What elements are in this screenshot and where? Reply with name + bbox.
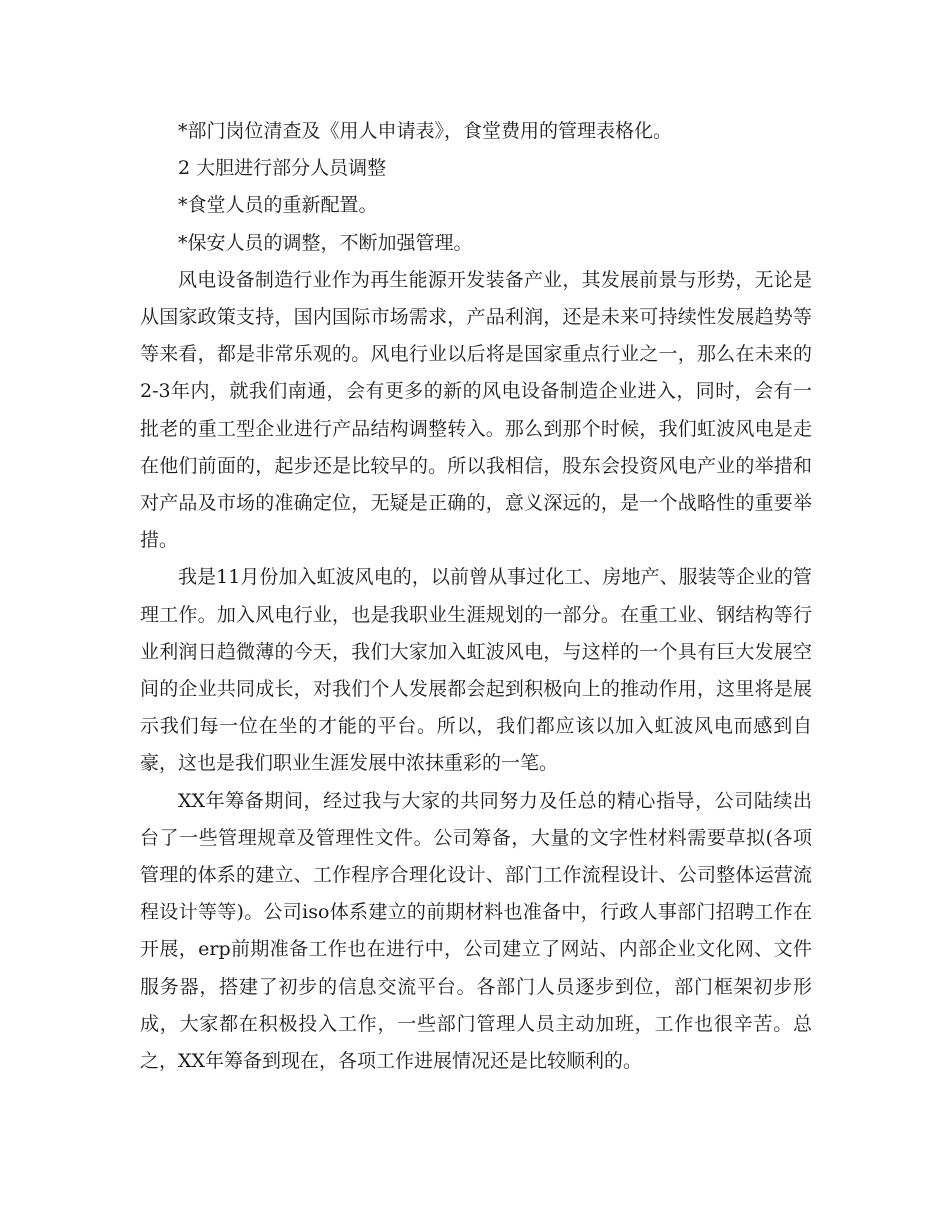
paragraph-industry-outlook: 风电设备制造行业作为再生能源开发装备产业，其发展前景与形势，无论是从国家政策支持，国内国际市场需求，产品利润，还是未来可持续性发展趋势等等来看，都是非常乐观的。风电行业以后将是国家重点行业之一，那么在未来的2-3年内，就我们南通，会有更多的新的风电设备制造企业进入，同时，会有一批老的重工型企业进行产品结构调整转入。那么到那个时候，我们虹波风电是走在他们前面的，起步还是比较早的。所以我相信，股东会投资风电产业的举措和对产品及市场的准确定位，无疑是正确的，意义深远的，是一个战略性的重要举措。 <box>140 268 812 552</box>
paragraph-personal-background: 我是11月份加入虹波风电的，以前曾从事过化工、房地产、服装等企业的管理工作。加入风电行业，也是我职业生涯规划的一部分。在重工业、钢结构等行业利润日趋微薄的今天，我们大家加入虹波风电，与这样的一个具有巨大发展空间的企业共同成长，对我们个人发展都会起到积极向上的推动作用，这里将是展示我们每一位在坐的才能的平台。所以，我们都应该以加入虹波风电而感到自豪，这也是我们职业生涯发展中浓抹重彩的一笔。 <box>140 566 812 775</box>
paragraph-staff-adjustment-heading: 2 大胆进行部分人员调整 <box>178 157 387 180</box>
paragraph-canteen-staff: *食堂人员的重新配置。 <box>178 194 378 217</box>
paragraph-canteen-forms: *部门岗位清查及《用人申请表》，食堂费用的管理表格化。 <box>178 120 673 142</box>
document-body <box>140 113 812 1080</box>
paragraph-security-staff: *保安人员的调整，不断加强管理。 <box>178 231 473 254</box>
paragraph-preparation-progress: XX年筹备期间，经过我与大家的共同努力及任总的精心指导，公司陆续出台了一些管理规章及管理性文件。公司筹备，大量的文字性材料需要草拟(各项管理的体系的建立、工作程序合理化设计、部门工作流程设计、公司整体运营流程设计等等)。公司iso体系建立的前期材料也准备中，行政人事部门招聘工作在开展，erp前期准备工作也在进行中，公司建立了网站、内部企业文化网、文件服务器，搭建了初步的信息交流平台。各部门人员逐步到位，部门框架初步形成，大家都在积极投入工作，一些部门管理人员主动加班，工作也很辛苦。总之，XX年筹备到现在，各项工作进展情况还是比较顺利的。 <box>140 789 812 1073</box>
